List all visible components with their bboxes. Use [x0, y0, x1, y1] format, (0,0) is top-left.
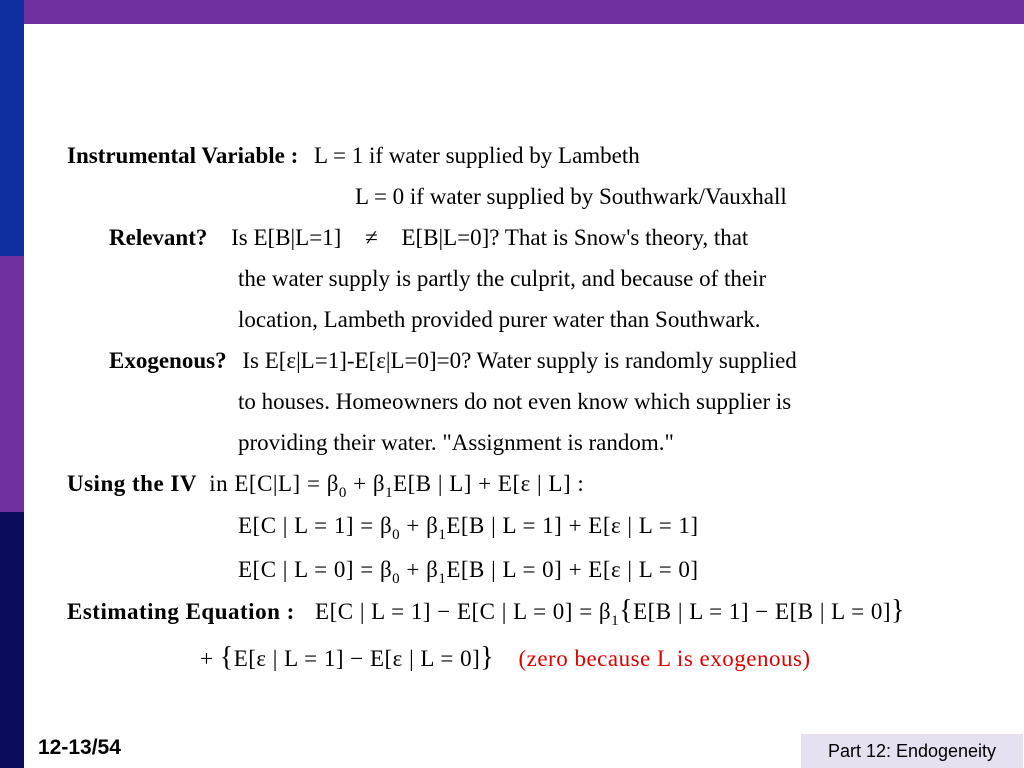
iv-l0-text: L = 0 if water supplied by Southwark/Vauxhall: [355, 184, 787, 209]
relevant-line-3: location, Lambeth provided purer water than Southwark.: [238, 307, 761, 332]
using-iv-line: [67, 470, 584, 507]
equation-l1: [238, 512, 699, 549]
not-equal-symbol: ≠: [365, 225, 378, 250]
eq-l1-a: E[C | L = 1] = β: [238, 513, 393, 538]
error-term-eq: E[ε | L = 1] − E[ε | L = 0]: [233, 646, 481, 671]
eq-l0-sub1: 1: [438, 571, 447, 587]
plus-sign: +: [200, 646, 214, 671]
relevant-text-b: E[B|L=0]? That is Snow's theory, that: [401, 225, 749, 250]
estimating-equation-line: [67, 597, 905, 635]
exogenous-note: (zero because L is exogenous): [518, 646, 811, 671]
using-iv-label: Using the IV: [67, 471, 197, 496]
eq-l1-sub1: 1: [438, 527, 447, 543]
eq-l0-b: + β: [400, 557, 439, 582]
relevant-label: Relevant?: [109, 225, 208, 250]
using-iv-eq-a: in E[C|L] = β: [209, 471, 339, 496]
estimating-eq-sub1: 1: [611, 613, 620, 629]
estimating-eq-b: E[B | L = 1] − E[B | L = 0]: [633, 599, 892, 624]
part-label: Part 12: Endogeneity: [801, 734, 1023, 768]
relevant-text-a: Is E[B|L=1]: [231, 225, 342, 250]
relevant-line-2: the water supply is partly the culprit, and because of their: [238, 266, 767, 291]
exogenous-line: [109, 347, 797, 375]
brace-open: {: [619, 595, 634, 626]
page-number: 12-13/54: [38, 736, 121, 759]
error-term-line: [200, 644, 811, 673]
eq-l0-c: E[B | L = 0] + E[ε | L = 0]: [446, 557, 699, 582]
estimating-eq-a: E[C | L = 1] − E[C | L = 0] = β: [315, 599, 612, 624]
eq-l0-sub0: 0: [392, 571, 401, 587]
brace-close: }: [891, 595, 905, 626]
using-iv-eq-b: + β: [346, 471, 386, 496]
eq-l1-sub0: 0: [392, 527, 401, 543]
beta-subscript-1: 1: [385, 485, 394, 501]
relevant-line: [109, 224, 748, 252]
estimating-equation-label: Estimating Equation :: [67, 599, 295, 624]
iv-label: Instrumental Variable :: [67, 143, 299, 168]
equation-l0: [238, 556, 699, 593]
exogenous-line-3: providing their water. "Assignment is random.": [238, 430, 674, 455]
eq-l0-a: E[C | L = 0] = β: [238, 557, 393, 582]
using-iv-eq-c: E[B | L] + E[ε | L] :: [393, 471, 585, 496]
exogenous-line-2: to houses. Homeowners do not even know which supplier is: [238, 389, 792, 414]
eq-l1-c: E[B | L = 1] + E[ε | L = 1]: [446, 513, 699, 538]
iv-definition-line-2: [355, 183, 787, 211]
iv-definition-line-1: [67, 142, 640, 170]
brace-open-2: {: [219, 642, 234, 673]
exogenous-text: Is E[ε|L=1]-E[ε|L=0]=0? Water supply is randomly supplied: [242, 348, 797, 373]
brace-close-2: }: [480, 642, 495, 673]
exogenous-label: Exogenous?: [109, 348, 227, 373]
beta-subscript-0: 0: [338, 485, 347, 501]
eq-l1-b: + β: [400, 513, 439, 538]
iv-l1-text: L = 1 if water supplied by Lambeth: [314, 143, 640, 168]
